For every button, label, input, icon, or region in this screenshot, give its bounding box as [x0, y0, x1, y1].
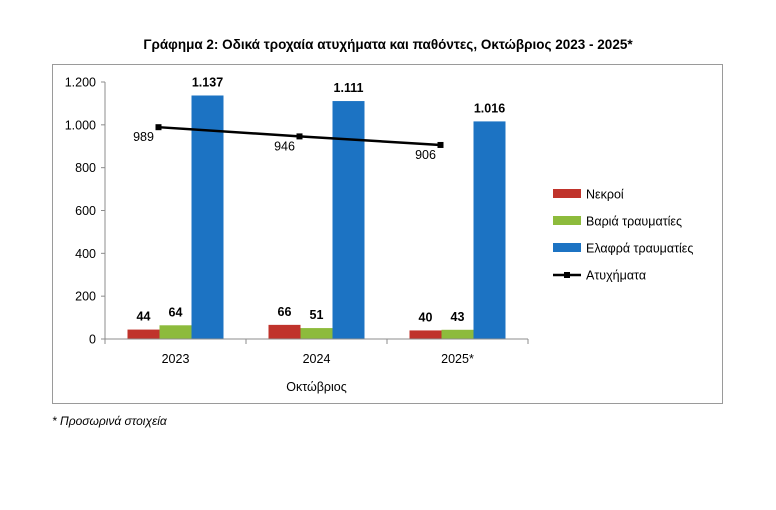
y-tick-label: 0 — [89, 332, 96, 347]
bar-data-label: 64 — [168, 305, 183, 320]
legend-label: Ατυχήματα — [586, 268, 647, 283]
bar — [474, 121, 506, 339]
line-data-label: 906 — [415, 147, 436, 162]
line-data-label: 946 — [274, 139, 295, 154]
bar — [410, 330, 442, 339]
bar — [301, 328, 333, 339]
legend-label: Νεκροί — [586, 187, 624, 202]
y-tick-label: 600 — [75, 204, 96, 218]
y-tick-label: 400 — [75, 246, 96, 261]
line-data-label: 989 — [133, 130, 154, 145]
bar-data-label: 1.016 — [473, 101, 506, 116]
bar-data-label: 43 — [450, 309, 465, 324]
bar-data-label: 66 — [277, 304, 292, 319]
chart-title: Γράφημα 2: Οδικά τροχαία ατυχήματα και παθόντες, Οκτώβριος 2023 - 2025* — [143, 37, 633, 52]
x-tick-label: 2025* — [441, 352, 474, 366]
legend-label: Ελαφρά τραυματίες — [586, 241, 694, 256]
footnote: * Προσωρινά στοιχεία — [52, 414, 167, 428]
bar-data-label: 1.111 — [333, 81, 364, 96]
x-tick-label: 2023 — [161, 352, 190, 366]
bar — [442, 330, 474, 339]
x-tick-label: 2024 — [302, 352, 331, 366]
bar — [128, 330, 160, 339]
bar-data-label: 40 — [418, 310, 433, 325]
line-marker — [297, 133, 303, 139]
legend-label: Βαριά τραυματίες — [586, 214, 683, 229]
y-tick-label: 1.000 — [64, 118, 96, 133]
bar — [333, 101, 365, 339]
bar — [160, 325, 192, 339]
line-marker — [438, 142, 444, 148]
legend-swatch — [553, 216, 581, 225]
legend-swatch — [553, 243, 581, 252]
bar — [269, 325, 301, 339]
legend-marker — [564, 272, 570, 278]
x-axis-title: Οκτώβριος — [286, 380, 347, 394]
y-tick-label: 200 — [75, 289, 96, 304]
bar-data-label: 44 — [136, 309, 151, 324]
legend-swatch — [553, 189, 581, 198]
bar-data-label: 51 — [309, 308, 324, 323]
y-tick-label: 1.200 — [64, 75, 96, 90]
y-tick-label: 800 — [75, 161, 96, 176]
line-marker — [156, 124, 162, 130]
bar-data-label: 1.137 — [191, 75, 224, 90]
